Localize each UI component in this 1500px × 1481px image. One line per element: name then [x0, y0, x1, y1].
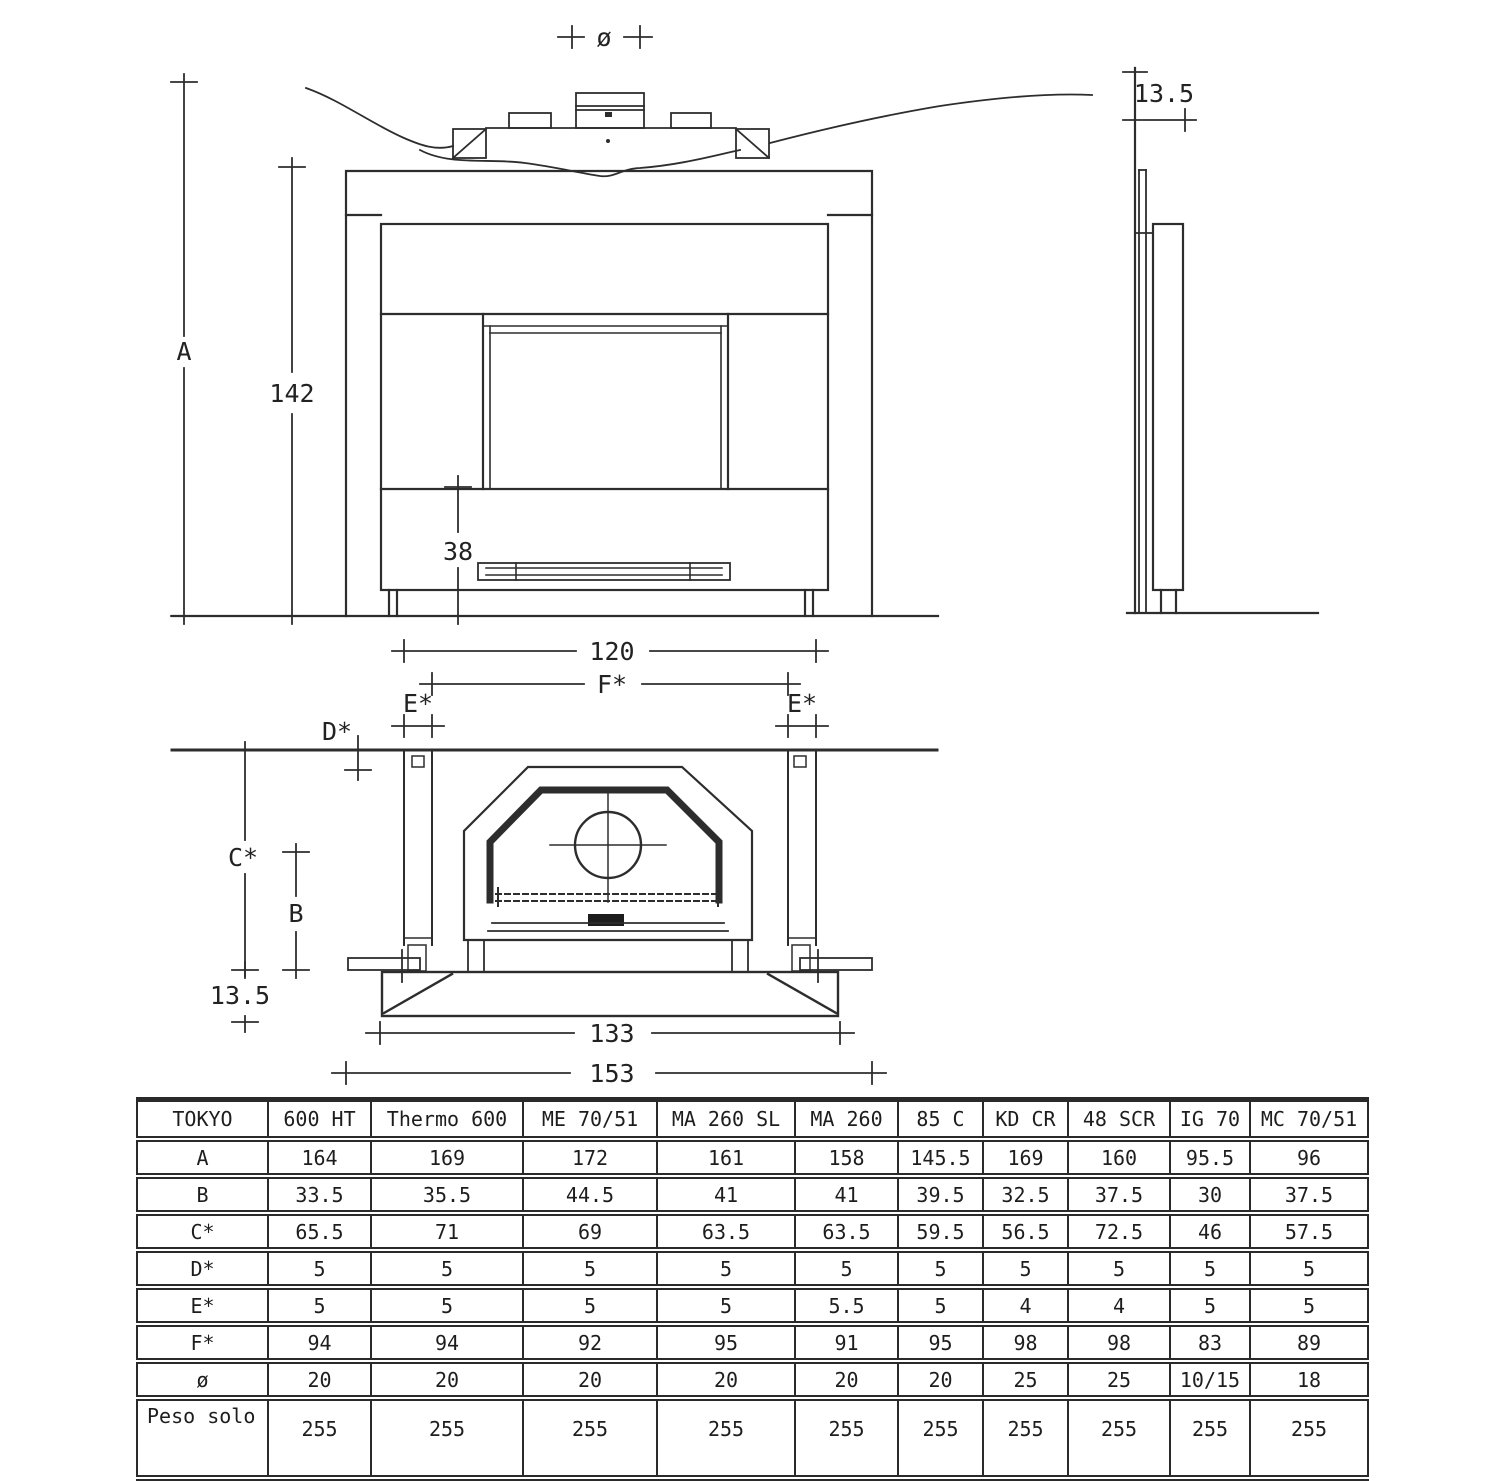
- table-row: [137, 1287, 1368, 1324]
- column-header: ME 70/51: [523, 1100, 657, 1140]
- column-header: 85 C: [898, 1100, 983, 1140]
- column-header: 600 HT: [268, 1100, 371, 1140]
- dim-label-a: A: [176, 337, 192, 366]
- row-label: F*: [137, 1324, 268, 1361]
- column-header: IG 70: [1170, 1100, 1250, 1140]
- column-header: KD CR: [983, 1100, 1068, 1140]
- dim-label-diameter: ø: [596, 23, 612, 52]
- dim-label-b: B: [288, 899, 304, 928]
- spec-table-body: [137, 1139, 1368, 1478]
- dimension-value-cell: 25: [1068, 1361, 1170, 1398]
- dimension-value-cell: 5: [983, 1250, 1068, 1287]
- dimension-value-cell: 169: [371, 1139, 523, 1176]
- dimension-value-cell: 83: [1170, 1324, 1250, 1361]
- table-row: [137, 1250, 1368, 1287]
- dimension-value-cell: 18: [1250, 1361, 1368, 1398]
- dimension-value-cell: 255: [268, 1398, 371, 1478]
- counter-frame-strips: [348, 750, 872, 982]
- spec-table-container: [136, 1097, 1369, 1481]
- dimension-value-cell: 255: [371, 1398, 523, 1478]
- column-header: Thermo 600: [371, 1100, 523, 1140]
- dimension-value-cell: 5: [1068, 1250, 1170, 1287]
- row-label: B: [137, 1176, 268, 1213]
- firebox-insert: [464, 767, 752, 970]
- dimension-value-cell: 33.5: [268, 1176, 371, 1213]
- dimension-value-cell: 96: [1250, 1139, 1368, 1176]
- dimension-value-cell: 255: [657, 1398, 795, 1478]
- dimension-value-cell: 69: [523, 1213, 657, 1250]
- dimension-value-cell: 89: [1250, 1324, 1368, 1361]
- dimension-value-cell: 44.5: [523, 1176, 657, 1213]
- column-header: MA 260 SL: [657, 1100, 795, 1140]
- dimension-value-cell: 160: [1068, 1139, 1170, 1176]
- dimension-value-cell: 95.5: [1170, 1139, 1250, 1176]
- dimension-value-cell: 98: [1068, 1324, 1170, 1361]
- dimension-value-cell: 94: [268, 1324, 371, 1361]
- front-dims: [171, 74, 473, 624]
- dim-label-d: D*: [321, 717, 353, 746]
- dimension-value-cell: 5.5: [795, 1287, 898, 1324]
- dimension-value-cell: 98: [983, 1324, 1068, 1361]
- dimension-value-cell: 25: [983, 1361, 1068, 1398]
- column-header: MA 260: [795, 1100, 898, 1140]
- dimension-value-cell: 161: [657, 1139, 795, 1176]
- dim-label-38: 38: [442, 537, 474, 566]
- dimension-value-cell: 158: [795, 1139, 898, 1176]
- row-label: C*: [137, 1213, 268, 1250]
- dimension-value-cell: 41: [795, 1176, 898, 1213]
- dimension-value-cell: 57.5: [1250, 1213, 1368, 1250]
- row-label: A: [137, 1139, 268, 1176]
- dimension-value-cell: 20: [657, 1361, 795, 1398]
- dimension-value-cell: 95: [657, 1324, 795, 1361]
- section-left-dims: [210, 742, 309, 1032]
- table-row: [137, 1176, 1368, 1213]
- dimension-value-cell: 255: [898, 1398, 983, 1478]
- dim-label-133: 133: [589, 1019, 635, 1048]
- dim-e-right: [776, 689, 828, 737]
- dimension-value-cell: 5: [1170, 1287, 1250, 1324]
- dim-153: [332, 1059, 886, 1088]
- dimension-value-cell: 63.5: [795, 1213, 898, 1250]
- row-label: Peso solo: [137, 1398, 268, 1478]
- dimension-value-cell: 71: [371, 1213, 523, 1250]
- dimension-value-cell: 5: [657, 1287, 795, 1324]
- dimension-value-cell: 5: [268, 1287, 371, 1324]
- table-row: [137, 1213, 1368, 1250]
- row-label: E*: [137, 1287, 268, 1324]
- table-row: [137, 1324, 1368, 1361]
- dimension-value-cell: 94: [371, 1324, 523, 1361]
- dimension-value-cell: 39.5: [898, 1176, 983, 1213]
- dimension-value-cell: 169: [983, 1139, 1068, 1176]
- dimension-value-cell: 20: [898, 1361, 983, 1398]
- dimension-value-cell: 35.5: [371, 1176, 523, 1213]
- dimension-value-cell: 92: [523, 1324, 657, 1361]
- dimension-value-cell: 63.5: [657, 1213, 795, 1250]
- dim-label-e-right: E*: [786, 689, 818, 718]
- dimension-value-cell: 32.5: [983, 1176, 1068, 1213]
- column-header: 48 SCR: [1068, 1100, 1170, 1140]
- dimension-value-cell: 5: [898, 1250, 983, 1287]
- dimension-value-cell: 4: [983, 1287, 1068, 1324]
- dimension-value-cell: 255: [795, 1398, 898, 1478]
- dim-label-e-left: E*: [402, 689, 434, 718]
- dimension-value-cell: 5: [371, 1250, 523, 1287]
- dimension-value-cell: 5: [523, 1287, 657, 1324]
- spec-table-header-row: [137, 1100, 1368, 1140]
- dimension-value-cell: 5: [898, 1287, 983, 1324]
- base-platform: [382, 972, 838, 1016]
- dimension-value-cell: 46: [1170, 1213, 1250, 1250]
- dim-label-13-5: 13.5: [209, 981, 271, 1010]
- dimension-value-cell: 5: [657, 1250, 795, 1287]
- section-view-drawing: [172, 637, 937, 1088]
- column-header: MC 70/51: [1250, 1100, 1368, 1140]
- dimension-value-cell: 255: [523, 1398, 657, 1478]
- dim-f: [420, 670, 800, 699]
- dimension-value-cell: 30: [1170, 1176, 1250, 1213]
- dimension-value-cell: 5: [795, 1250, 898, 1287]
- dimension-value-cell: 37.5: [1250, 1176, 1368, 1213]
- dimension-value-cell: 20: [268, 1361, 371, 1398]
- dim-label-153: 153: [589, 1059, 635, 1088]
- dim-133: [366, 1019, 854, 1048]
- dim-diameter: [558, 23, 652, 52]
- dimension-value-cell: 5: [523, 1250, 657, 1287]
- dimension-value-cell: 72.5: [1068, 1213, 1170, 1250]
- dimension-value-cell: 4: [1068, 1287, 1170, 1324]
- row-label: ø: [137, 1361, 268, 1398]
- dimension-value-cell: 5: [1250, 1250, 1368, 1287]
- dimension-spec-table: [136, 1097, 1369, 1481]
- side-view-drawing: [1123, 68, 1318, 613]
- row-label: D*: [137, 1250, 268, 1287]
- dimension-value-cell: 164: [268, 1139, 371, 1176]
- dimension-value-cell: 5: [371, 1287, 523, 1324]
- dimension-value-cell: 59.5: [898, 1213, 983, 1250]
- dimension-value-cell: 20: [371, 1361, 523, 1398]
- dimension-value-cell: 172: [523, 1139, 657, 1176]
- table-row: [137, 1139, 1368, 1176]
- dim-label-c: C*: [227, 843, 259, 872]
- dimension-value-cell: 56.5: [983, 1213, 1068, 1250]
- dim-label-13-5-top: 13.5: [1133, 79, 1195, 108]
- dimension-value-cell: 255: [983, 1398, 1068, 1478]
- dimension-value-cell: 5: [1250, 1287, 1368, 1324]
- dimension-value-cell: 95: [898, 1324, 983, 1361]
- column-header: TOKYO: [137, 1100, 268, 1140]
- dim-label-142: 142: [269, 379, 315, 408]
- dimension-value-cell: 5: [268, 1250, 371, 1287]
- dimension-value-cell: 20: [523, 1361, 657, 1398]
- dimension-value-cell: 255: [1250, 1398, 1368, 1478]
- dimension-value-cell: 20: [795, 1361, 898, 1398]
- dimension-value-cell: 65.5: [268, 1213, 371, 1250]
- dim-120: [392, 637, 828, 666]
- dim-e-left: [392, 689, 444, 737]
- dimension-value-cell: 41: [657, 1176, 795, 1213]
- dimension-value-cell: 10/15: [1170, 1361, 1250, 1398]
- chimney-assembly: [306, 88, 1092, 176]
- dim-label-f: F*: [596, 670, 628, 699]
- dimension-value-cell: 255: [1170, 1398, 1250, 1478]
- dim-label-120: 120: [589, 637, 635, 666]
- dimension-value-cell: 5: [1170, 1250, 1250, 1287]
- dimension-value-cell: 91: [795, 1324, 898, 1361]
- dimension-value-cell: 145.5: [898, 1139, 983, 1176]
- table-row: [137, 1361, 1368, 1398]
- front-view-drawing: [171, 23, 1092, 624]
- dimension-value-cell: 37.5: [1068, 1176, 1170, 1213]
- table-row: [137, 1398, 1368, 1478]
- dimension-value-cell: 255: [1068, 1398, 1170, 1478]
